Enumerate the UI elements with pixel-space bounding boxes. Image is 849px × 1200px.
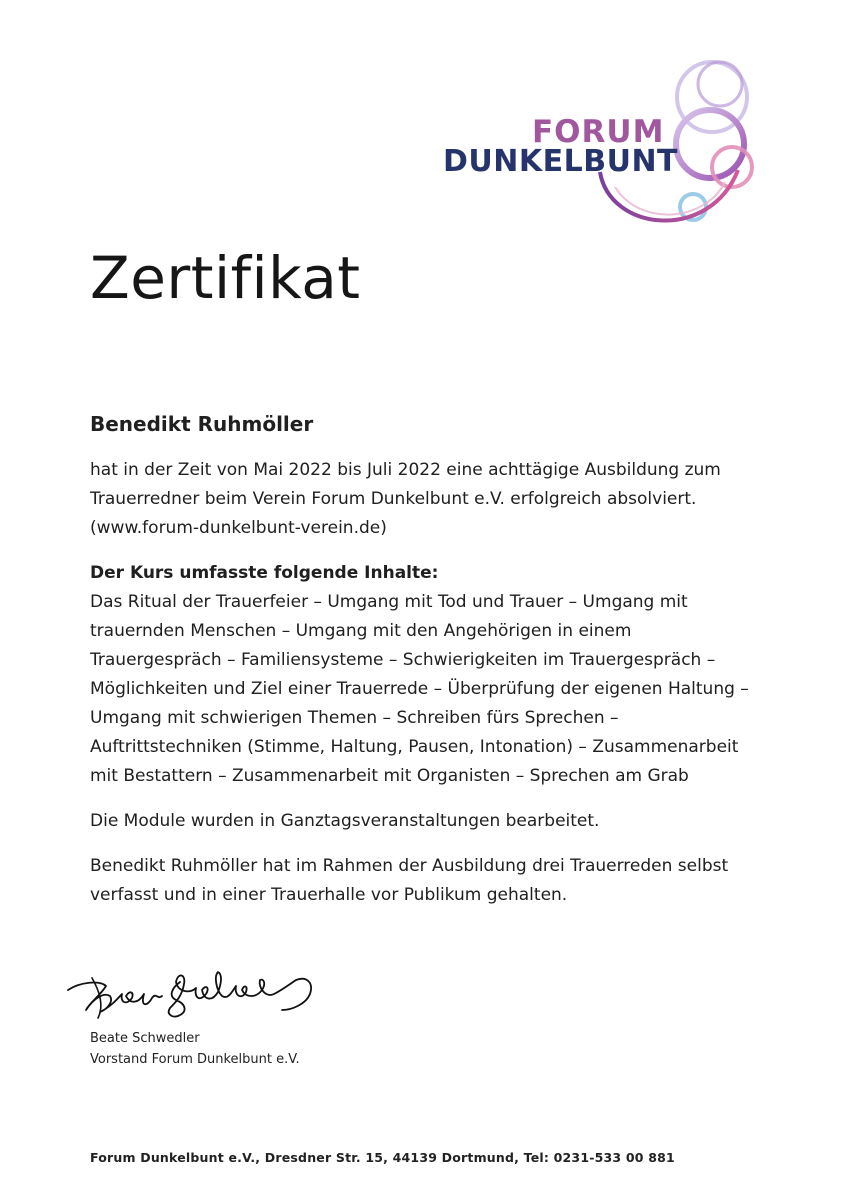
- intro-paragraph: [90, 456, 780, 543]
- intro-line: hat in der Zeit von Mai 2022 bis Juli 2022 eine achttägige Ausbildung zum: [90, 460, 721, 480]
- signer-block: [90, 1028, 300, 1070]
- course-line: Trauergespräch – Familiensysteme – Schwierigkeiten im Trauergespräch –: [90, 650, 716, 670]
- course-line: Das Ritual der Trauerfeier – Umgang mit Tod und Trauer – Umgang mit: [90, 592, 688, 612]
- course-line: Umgang mit schwierigen Themen – Schreiben fürs Sprechen –: [90, 708, 619, 728]
- certificate-body: [90, 410, 780, 926]
- course-line: trauernden Menschen – Umgang mit den Angehörigen in einem: [90, 621, 632, 641]
- closing-line: Benedikt Ruhmöller hat im Rahmen der Ausbildung drei Trauerreden selbst: [90, 856, 729, 876]
- intro-line: Trauerredner beim Verein Forum Dunkelbunt e.V. erfolgreich absolviert.: [90, 489, 697, 509]
- footer-address: Forum Dunkelbunt e.V., Dresdner Str. 15, 44139 Dortmund, Tel: 0231-533 00 881: [90, 1150, 675, 1165]
- course-line: Möglichkeiten und Ziel einer Trauerrede – Überprüfung der eigenen Haltung –: [90, 679, 749, 699]
- signer-role: Vorstand Forum Dunkelbunt e.V.: [90, 1052, 300, 1067]
- forum-dunkelbunt-logo: [440, 52, 760, 232]
- closing-paragraph: [90, 852, 780, 910]
- recipient-name: Benedikt Ruhmöller: [90, 412, 314, 436]
- intro-website: (www.forum-dunkelbunt-verein.de): [90, 518, 387, 538]
- course-contents: [90, 559, 780, 791]
- certificate-title: Zertifikat: [90, 244, 361, 312]
- modules-line: Die Module wurden in Ganztagsveranstaltungen bearbeitet.: [90, 811, 600, 831]
- modules-paragraph: [90, 807, 780, 836]
- handwritten-signature: [60, 962, 330, 1028]
- logo-forum-text: FORUM: [532, 114, 665, 150]
- logo-dunkelbunt-text: DUNKELBUNT: [443, 144, 679, 179]
- course-line: mit Bestattern – Zusammenarbeit mit Organisten – Sprechen am Grab: [90, 766, 689, 786]
- signer-name: Beate Schwedler: [90, 1031, 200, 1046]
- course-line: Auftrittstechniken (Stimme, Haltung, Pausen, Intonation) – Zusammenarbeit: [90, 737, 739, 757]
- course-heading: Der Kurs umfasste folgende Inhalte:: [90, 563, 439, 583]
- closing-line: verfasst und in einer Trauerhalle vor Publikum gehalten.: [90, 885, 568, 905]
